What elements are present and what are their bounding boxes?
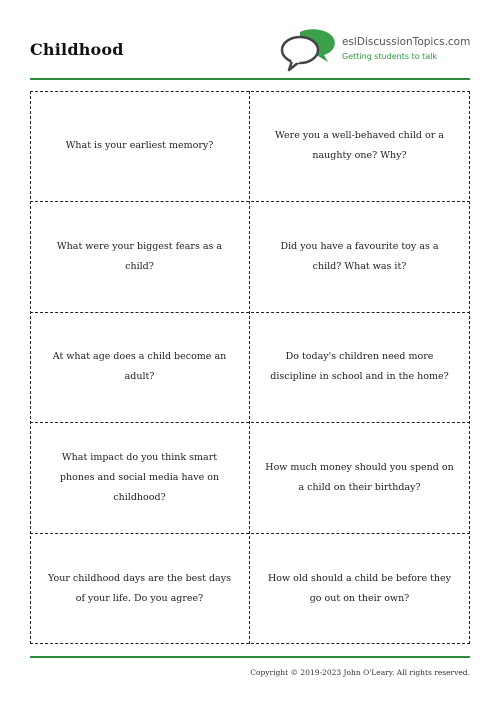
question-text: How much money should you spend on a child on their birthday? [265, 461, 454, 493]
question-text: Were you a well-behaved child or a naughty one? Why? [275, 130, 444, 161]
question-text: At what age does a child become an adult? [52, 351, 227, 382]
cut-line-frame [30, 91, 470, 644]
page-header [30, 28, 470, 78]
header-divider [30, 78, 470, 80]
speech-bubbles-icon [280, 28, 340, 72]
page-title: Childhood [30, 40, 124, 59]
site-logo[interactable] [280, 28, 470, 72]
question-text: What is your earliest memory? [65, 140, 214, 151]
question-text: Do today's children need more discipline in school and in the home? [270, 351, 449, 382]
question-text: How old should a child be before they go out on their own? [267, 572, 452, 604]
copyright-notice: Copyright © 2019-2023 John O'Leary. All rights reserved. [250, 668, 470, 677]
footer-divider [30, 656, 470, 658]
question-text: What impact do you think smart phones and social media have on childhood? [59, 451, 220, 503]
question-cards-grid [30, 91, 470, 644]
question-text: Did you have a favourite toy as a child? What was it? [280, 240, 439, 272]
logo-site-name: eslDiscussionTopics.com [342, 36, 471, 48]
question-text: Your childhood days are the best days of your life. Do you agree? [48, 572, 231, 604]
question-text: What were your biggest fears as a child? [56, 240, 223, 272]
logo-tagline: Getting students to talk [342, 52, 438, 61]
